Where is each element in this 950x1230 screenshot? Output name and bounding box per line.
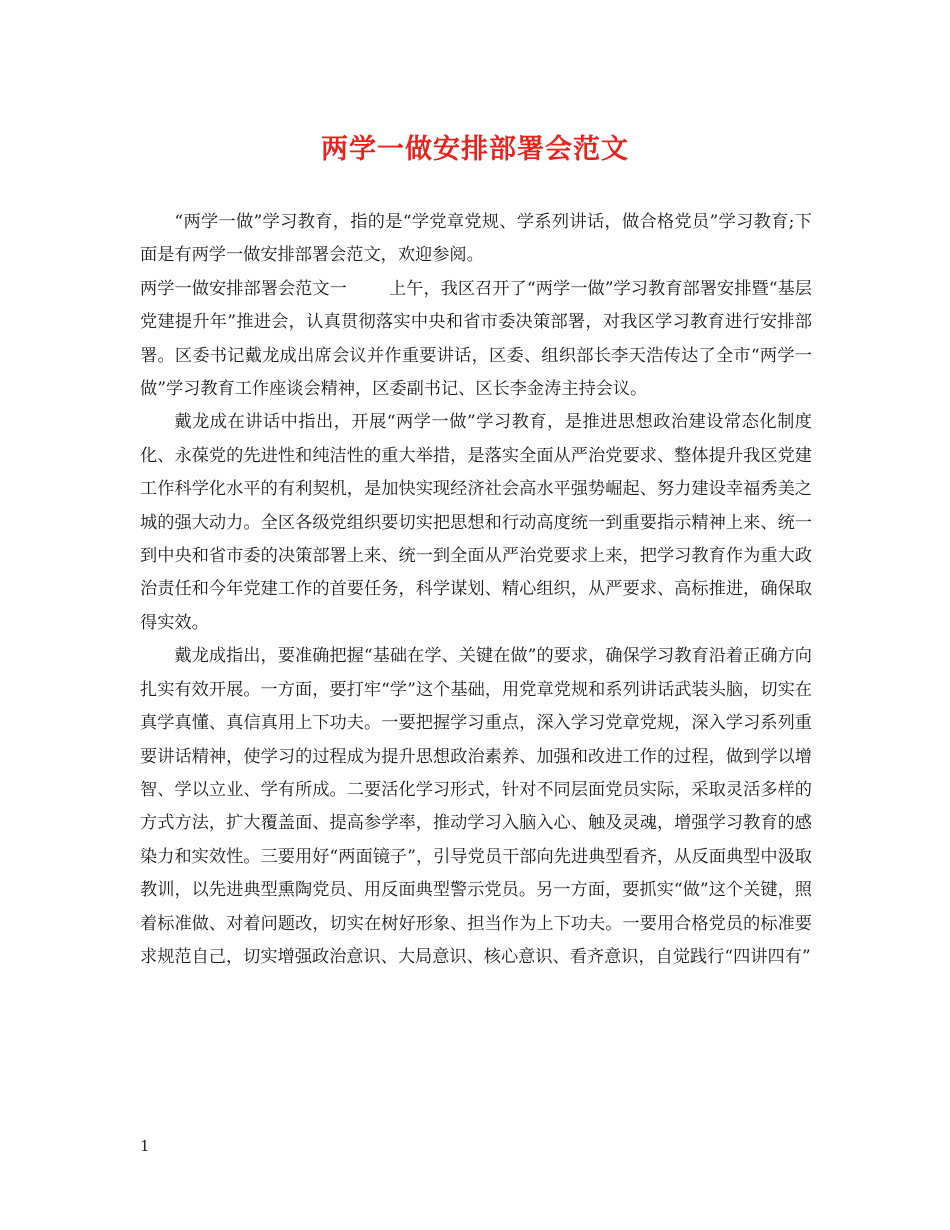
document-body [140,206,812,974]
document-title: 两学一做安排部署会范文 [321,134,629,165]
paragraph-2: 戴龙成在讲话中指出，开展“两学一做”学习教育，是推进思想政治建设常态化制度化、永葆党的先进性和纯洁性的重大举措，是落实全面从严治党要求、整体提升我区党建工作科学化水平的有利契机，是加快实现经济社会高水平强势崛起、努力建设幸福秀美之城的强大动力。全区各级党组织要切实把思想和行动高度统一到重要指示精神上来、统一到中央和省市委的决策部署上来、统一到全面从严治党要求上来，把学习教育作为重大政治责任和今年党建工作的首要任务，科学谋划、精心组织，从严要求、高标推进，确保取得实效。 [140,412,812,633]
page-number: 1 [140,1137,150,1155]
paragraph-3: 戴龙成指出，要准确把握“基础在学、关键在做”的要求，确保学习教育沿着正确方向扎实有效开展。一方面，要打牢“学”这个基础，用党章党规和系列讲话武装头脑，切实在真学真懂、真信真用上下功夫。一要把握学习重点，深入学习党章党规，深入学习系列重要讲话精神，使学习的过程成为提升思想政治素养、加强和改进工作的过程，做到学以增智、学以立业、学有所成。二要活化学习形式，针对不同层面党员实际，采取灵活多样的方式方法，扩大覆盖面、提高参学率，推动学习入脑入心、触及灵魂，增强学习教育的感染力和实效性。三要用好“两面镜子”，引导党员干部向先进典型看齐，从反面典型中汲取教训，以先进典型熏陶党员、用反面典型警示党员。另一方面，要抓实“做”这个关键，照着标准做、对着问题改，切实在树好形象、担当作为上下功夫。一要用合格党员的标准要求规范自己，切实增强政治意识、大局意识、核心意识、看齐意识，自觉践行“四讲四有” [140,646,812,967]
paragraph-1-text: 上午，我区召开了“两学一做”学习教育部署安排暨“基层党建提升年”推进会，认真贯彻落实中央和省市委决策部署，对我区学习教育进行安排部署。区委书记戴龙成出席会议并作重要讲话，区委、组织部长李天浩传达了全市“两学一做”学习教育工作座谈会精神，区委副书记、区长李金涛主持会议。 [140,278,812,400]
intro-paragraph: “两学一做”学习教育，指的是“学党章党规、学系列讲话，做合格党员”学习教育;下面是有两学一做安排部署会范文，欢迎参阅。 [140,212,812,266]
section-paragraph-1 [140,273,812,407]
section-heading: 两学一做安排部署会范文一 [140,278,347,299]
